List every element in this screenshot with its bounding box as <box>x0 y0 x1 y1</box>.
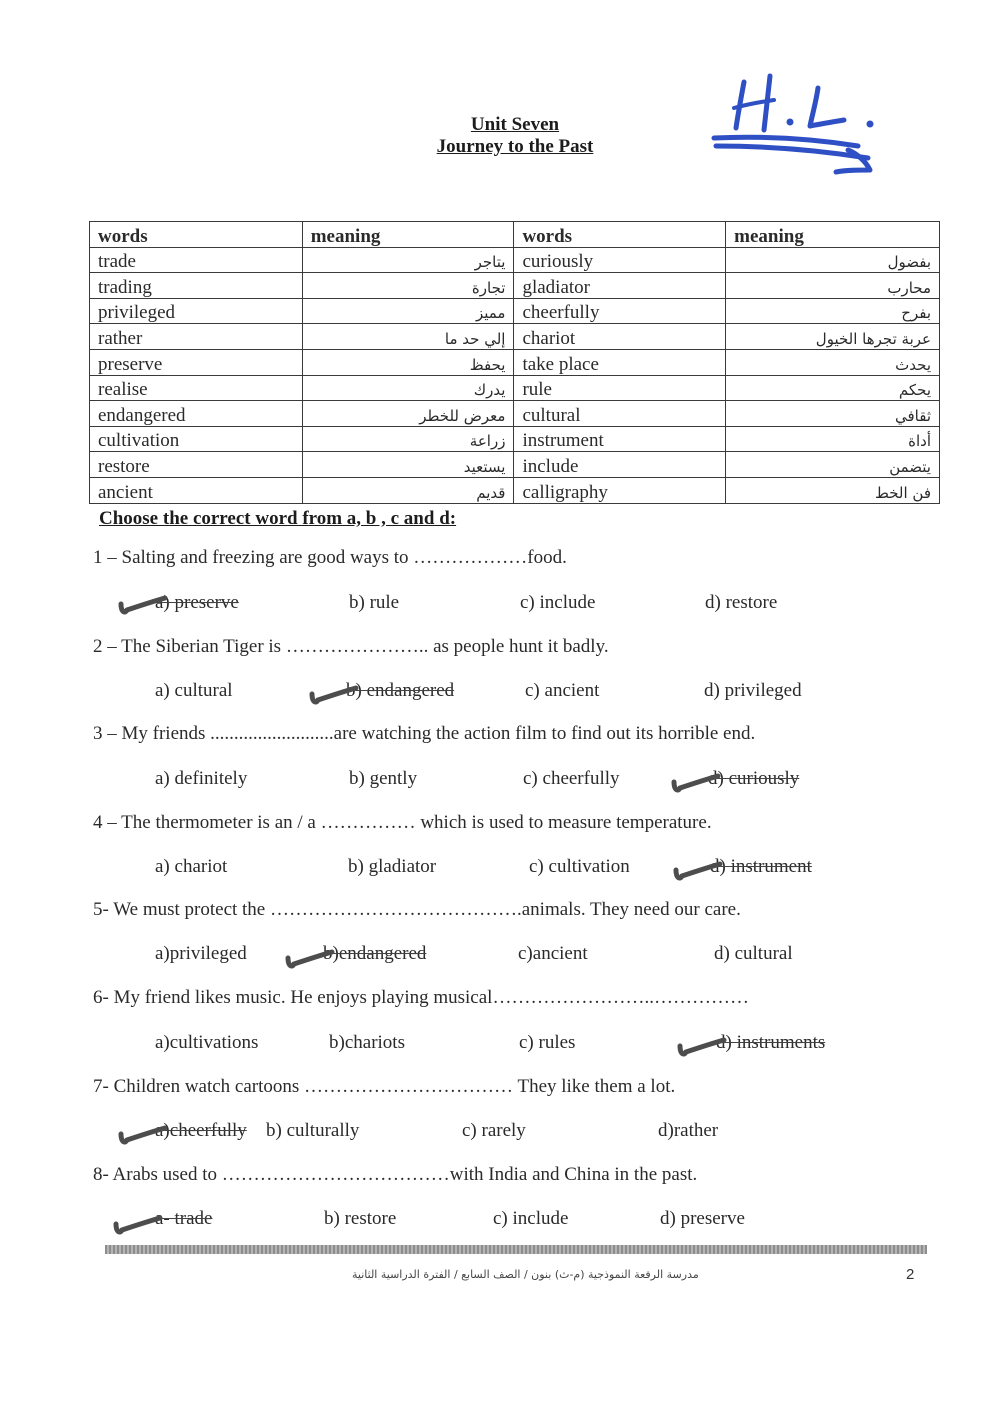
option-1a[interactable]: a) preserve <box>155 592 239 613</box>
question-4: 4 – The thermometer is an / a …………… which is used to measure temperature. <box>93 812 712 833</box>
option-3d[interactable]: d) curiously <box>708 768 800 789</box>
option-7d[interactable]: d)rather <box>658 1120 719 1141</box>
meaning-cell: يحفظ <box>302 349 514 375</box>
header-words: words <box>90 222 303 248</box>
footer-school-info: مدرسة الرفعة النموذجية (م-ث) بنون / الصف السابع / الفترة الدراسية الثانية <box>352 1268 699 1281</box>
word-cell: cheerfully <box>514 298 726 324</box>
meaning-cell: يتاجر <box>302 247 514 273</box>
vocabulary-table <box>89 221 940 504</box>
meaning-cell: ثقافي <box>726 401 940 427</box>
handwritten-initials <box>708 66 878 181</box>
table-row <box>90 273 940 299</box>
word-cell: chariot <box>514 324 726 350</box>
word-cell: curiously <box>514 247 726 273</box>
meaning-cell: يتضمن <box>726 452 940 478</box>
word-cell: calligraphy <box>514 477 726 503</box>
option-6c[interactable]: c) rules <box>519 1032 576 1053</box>
meaning-cell: يدرك <box>302 375 514 401</box>
word-cell: instrument <box>514 426 726 452</box>
option-4a[interactable]: a) chariot <box>155 856 228 877</box>
word-cell: realise <box>90 375 303 401</box>
question-1: 1 – Salting and freezing are good ways to ………………food. <box>93 547 567 568</box>
meaning-cell: إلي حد ما <box>302 324 514 350</box>
meaning-cell: يحكم <box>726 375 940 401</box>
option-8c[interactable]: c) include <box>493 1208 569 1229</box>
check-mark-icon <box>670 860 730 882</box>
option-8a[interactable]: a- trade <box>155 1208 213 1229</box>
meaning-cell: معرض للخطر <box>302 401 514 427</box>
section-heading: Choose the correct word from a, b , c and d: <box>99 508 457 529</box>
table-row <box>90 375 940 401</box>
question-3: 3 – My friends ..........................are watching the action film to find out its horrible end. <box>93 723 756 744</box>
word-cell: ancient <box>90 477 303 503</box>
page-number: 2 <box>906 1266 915 1283</box>
option-5d[interactable]: d) cultural <box>714 943 793 964</box>
table-row <box>90 247 940 273</box>
option-3b[interactable]: b) gently <box>349 768 418 789</box>
check-mark-icon <box>306 684 366 706</box>
word-cell: restore <box>90 452 303 478</box>
meaning-cell: فن الخط <box>726 477 940 503</box>
question-7: 7- Children watch cartoons …………………………… They like them a lot. <box>93 1076 676 1097</box>
option-7c[interactable]: c) rarely <box>462 1120 526 1141</box>
option-2a[interactable]: a) cultural <box>155 680 233 701</box>
question-6: 6- My friend likes music. He enjoys playing musical……………………..…………… <box>93 987 749 1008</box>
word-cell: endangered <box>90 401 303 427</box>
option-3a[interactable]: a) definitely <box>155 768 248 789</box>
word-cell: privileged <box>90 298 303 324</box>
option-2c[interactable]: c) ancient <box>525 680 600 701</box>
word-cell: trade <box>90 247 303 273</box>
table-row <box>90 426 940 452</box>
option-4b[interactable]: b) gladiator <box>348 856 437 877</box>
question-8: 8- Arabs used to ………………………………with India and China in the past. <box>93 1164 698 1185</box>
word-cell: trading <box>90 273 303 299</box>
word-cell: take place <box>514 349 726 375</box>
option-1b[interactable]: b) rule <box>349 592 400 613</box>
option-6a[interactable]: a)cultivations <box>155 1032 259 1053</box>
check-mark-icon <box>668 772 728 794</box>
header-words: words <box>514 222 726 248</box>
word-cell: gladiator <box>514 273 726 299</box>
table-row <box>90 298 940 324</box>
word-cell: preserve <box>90 349 303 375</box>
option-2d[interactable]: d) privileged <box>704 680 802 701</box>
option-7a[interactable]: a)cheerfully <box>155 1120 247 1141</box>
meaning-cell: محارب <box>726 273 940 299</box>
check-mark-icon <box>115 1124 175 1146</box>
meaning-cell: زراعة <box>302 426 514 452</box>
check-mark-icon <box>115 594 175 616</box>
option-4d[interactable]: d) instrument <box>710 856 812 877</box>
meaning-cell: بفرح <box>726 298 940 324</box>
option-8d[interactable]: d) preserve <box>660 1208 745 1229</box>
meaning-cell: تجارة <box>302 273 514 299</box>
option-8b[interactable]: b) restore <box>324 1208 397 1229</box>
table-header-row <box>90 222 940 248</box>
word-cell: rather <box>90 324 303 350</box>
meaning-cell: أداة <box>726 426 940 452</box>
word-cell: cultivation <box>90 426 303 452</box>
option-1c[interactable]: c) include <box>520 592 596 613</box>
option-1d[interactable]: d) restore <box>705 592 778 613</box>
check-mark-icon <box>110 1214 170 1236</box>
word-cell: include <box>514 452 726 478</box>
unit-subtitle: Journey to the Past <box>436 136 594 157</box>
table-row <box>90 324 940 350</box>
option-6b[interactable]: b)chariots <box>329 1032 405 1053</box>
option-3c[interactable]: c) cheerfully <box>523 768 620 789</box>
meaning-cell: عربة تجرها الخيول <box>726 324 940 350</box>
option-5b[interactable]: b)endangered <box>323 943 427 964</box>
question-2: 2 – The Siberian Tiger is ………………….. as people hunt it badly. <box>93 636 609 657</box>
question-5: 5- We must protect the ………………………………….animals. They need our care. <box>93 899 741 920</box>
option-6d[interactable]: d) instruments <box>716 1032 826 1053</box>
option-5a[interactable]: a)privileged <box>155 943 247 964</box>
check-mark-icon <box>282 948 342 970</box>
option-4c[interactable]: c) cultivation <box>529 856 630 877</box>
header-meaning: meaning <box>726 222 940 248</box>
unit-title: Unit Seven <box>470 114 560 135</box>
table-row <box>90 477 940 503</box>
meaning-cell: يستعيد <box>302 452 514 478</box>
option-5c[interactable]: c)ancient <box>518 943 588 964</box>
word-cell: cultural <box>514 401 726 427</box>
option-7b[interactable]: b) culturally <box>266 1120 360 1141</box>
footer-divider <box>105 1245 927 1254</box>
header-meaning: meaning <box>302 222 514 248</box>
table-row <box>90 349 940 375</box>
check-mark-icon <box>674 1036 734 1058</box>
meaning-cell: بفضول <box>726 247 940 273</box>
meaning-cell: قديم <box>302 477 514 503</box>
table-row <box>90 452 940 478</box>
meaning-cell: مميز <box>302 298 514 324</box>
meaning-cell: يحدث <box>726 349 940 375</box>
word-cell: rule <box>514 375 726 401</box>
option-2b[interactable]: b) endangered <box>346 680 455 701</box>
table-row <box>90 401 940 427</box>
